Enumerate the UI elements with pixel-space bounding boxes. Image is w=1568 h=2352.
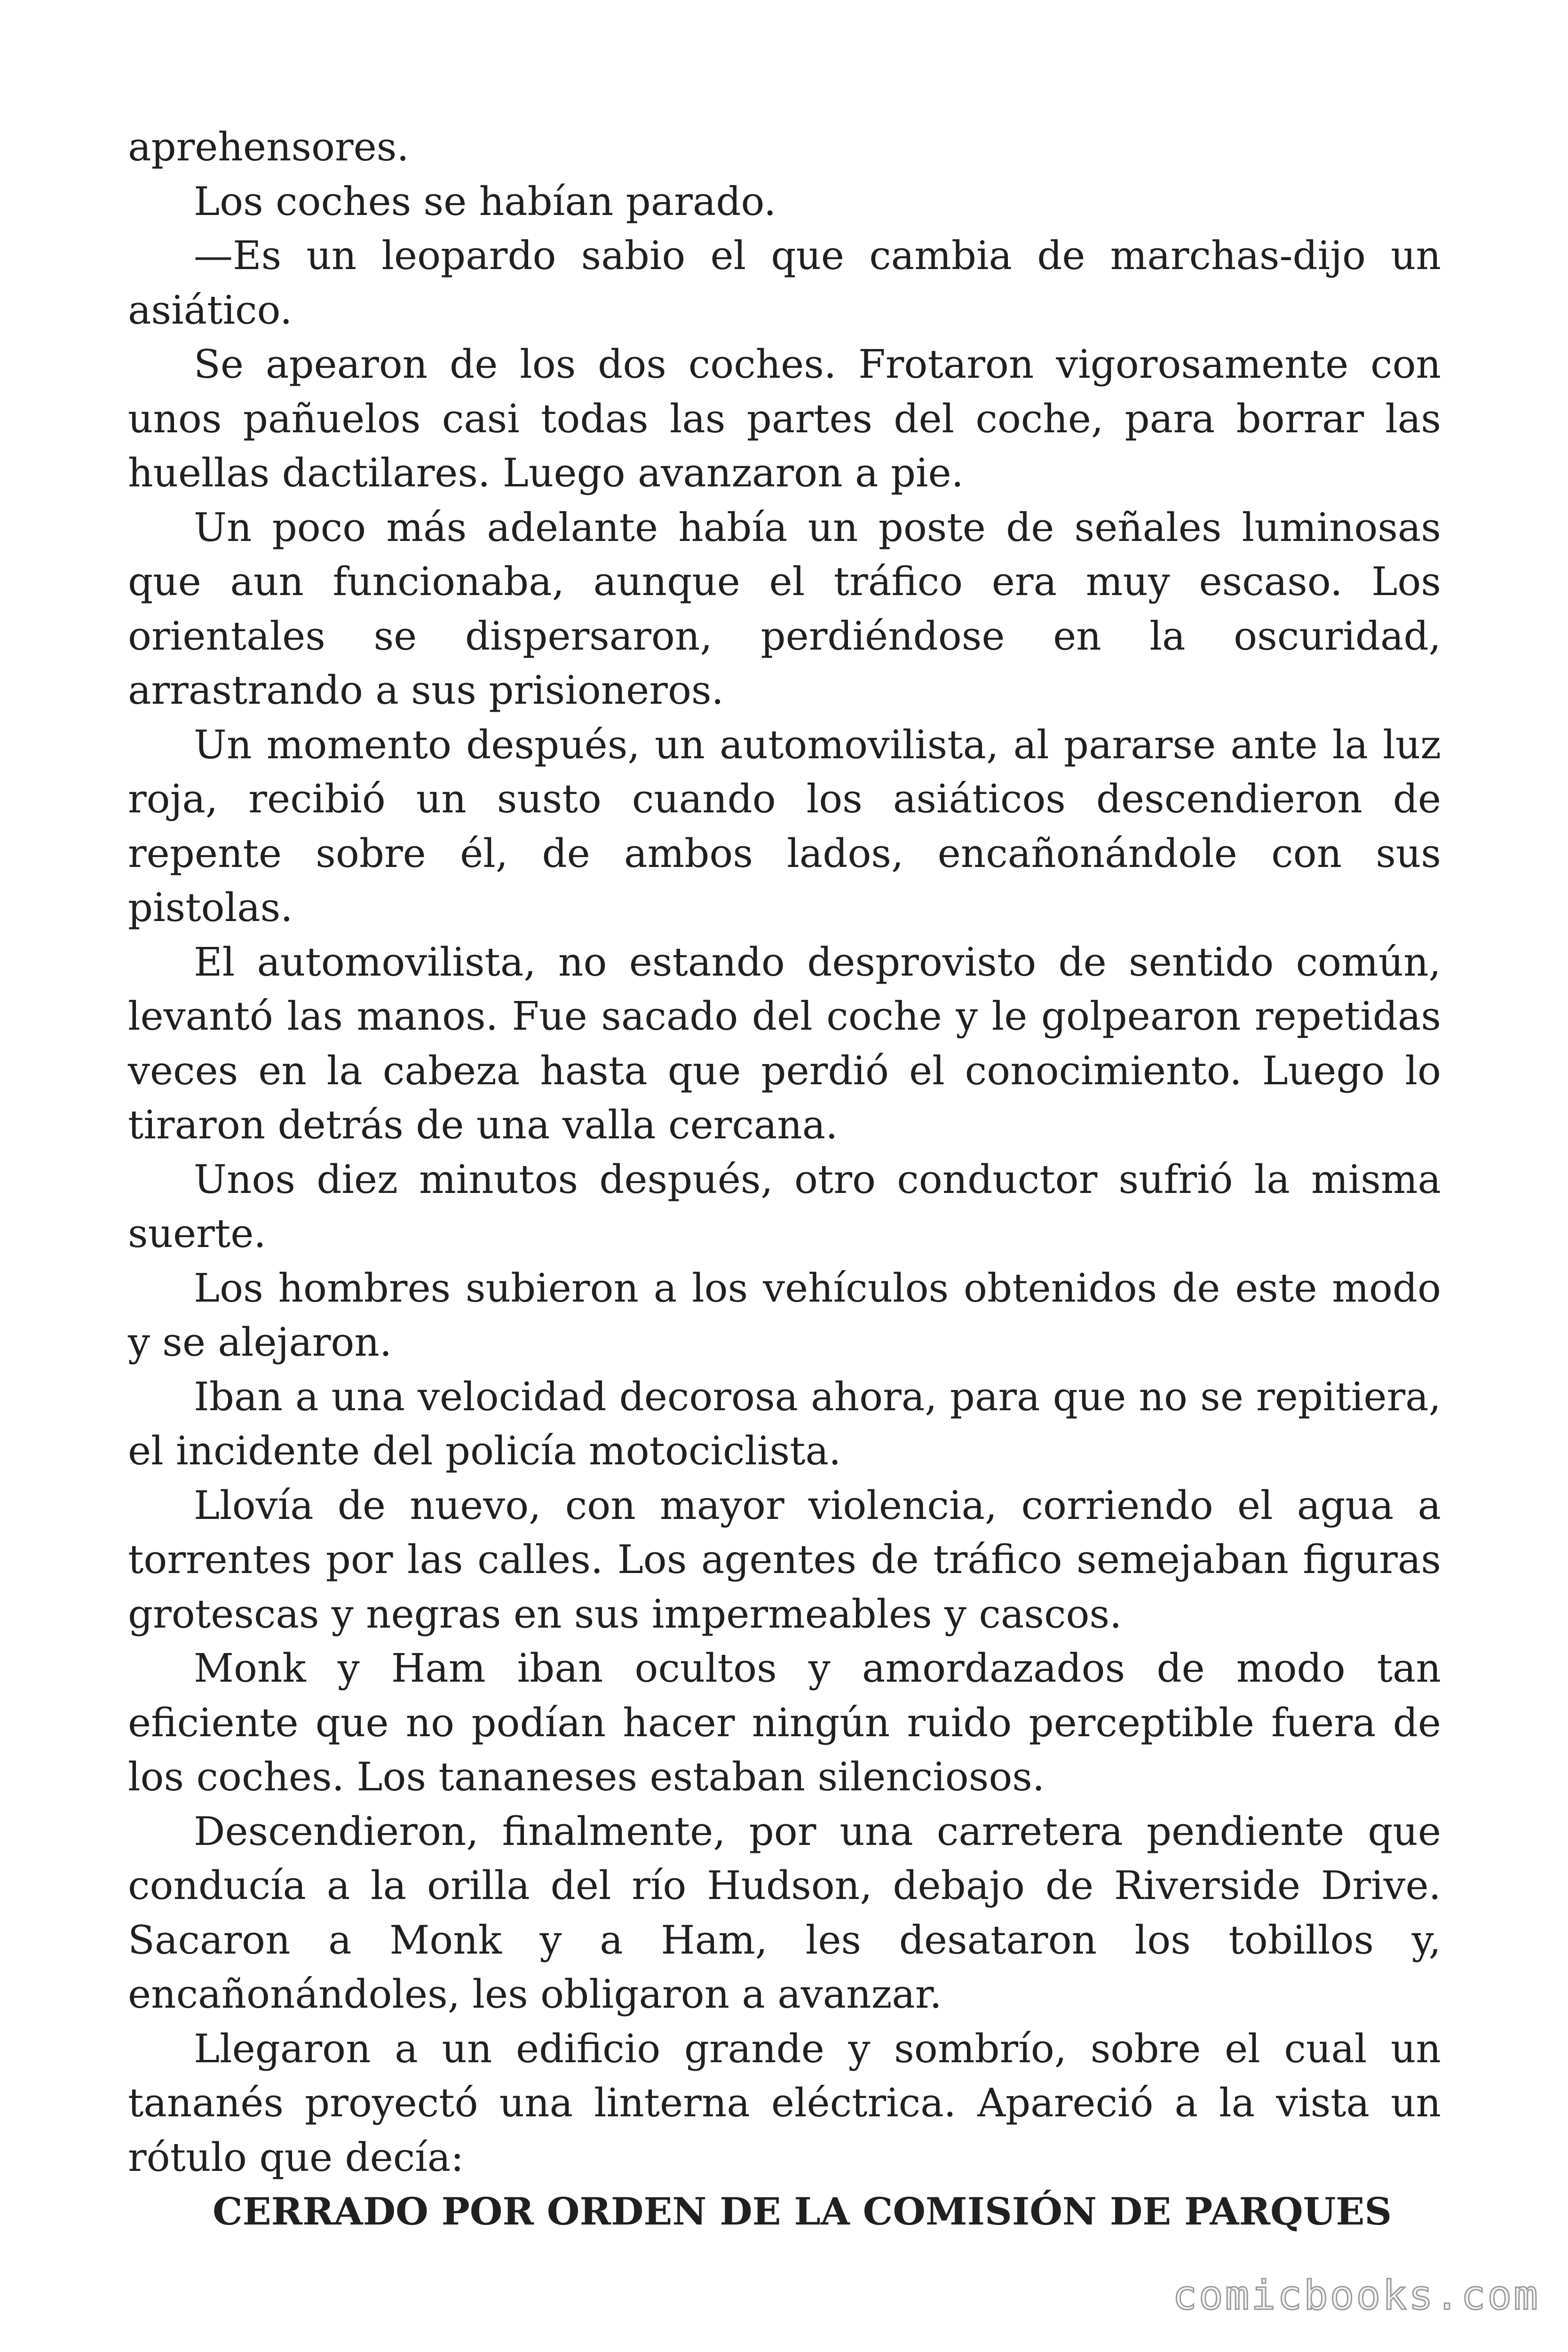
paragraph: Los coches se habían parado. bbox=[194, 178, 776, 224]
paragraph: Llovía de nuevo, con mayor violencia, corriendo el agua a torrentes por las calles. Los agentes de tráfico semejaban figuras grotescas y negras en sus impermeables y cascos. bbox=[128, 1482, 1441, 1637]
paragraph: Llegaron a un edificio grande y sombrío, sobre el cual un tananés proyectó una linterna eléctrica. Apareció a la vista un rótulo que decía: bbox=[128, 2026, 1441, 2180]
paragraph: Monk y Ham iban ocultos y amordazados de modo tan eficiente que no podían hacer ningún ruido perceptible fuera de los coches. Los tananeses estaban silenciosos. bbox=[128, 1645, 1441, 1800]
paragraph-continuation: aprehensores. bbox=[128, 124, 409, 170]
paragraph: Unos diez minutos después, otro conductor sufrió la misma suerte. bbox=[128, 1156, 1441, 1256]
paragraph: —Es un leopardo sabio el que cambia de marchas-dijo un asiático. bbox=[128, 233, 1441, 333]
paragraph: Se apearon de los dos coches. Frotaron vigorosamente con unos pañuelos casi todas las partes del coche, para borrar las huellas dactilares. Luego avanzaron a pie. bbox=[128, 342, 1441, 496]
paragraph: Un poco más adelante había un poste de señales luminosas que aun funcionaba, aunque el tráfico era muy escaso. Los orientales se dispersaron, perdiéndose en la oscuridad, arrastrando a sus prisioneros. bbox=[128, 504, 1441, 713]
paragraph: Un momento después, un automovilista, al pararse ante la luz roja, recibió un susto cuando los asiáticos descendieron de repente sobre él, de ambos lados, encañonándole con sus pistolas. bbox=[128, 722, 1441, 930]
paragraph: El automovilista, no estando desprovisto de sentido común, levantó las manos. Fue sacado del coche y le golpearon repetidas veces en la cabeza hasta que perdió el conocimiento. Luego lo tiraron detrás de una valla cercana. bbox=[128, 939, 1441, 1148]
sign-heading: CERRADO POR ORDEN DE LA COMISIÓN DE PARQUES bbox=[213, 2189, 1392, 2233]
paragraph: Los hombres subieron a los vehículos obtenidos de este modo y se alejaron. bbox=[128, 1265, 1441, 1365]
paragraph: Descendieron, finalmente, por una carretera pendiente que conducía a la orilla del río Hudson, debajo de Riverside Drive. Sacaron a Monk y a Ham, les desataron los tobillos y, encañonándoles, les obligaron a avanzar. bbox=[128, 1808, 1441, 2017]
watermark: comicbooks.com bbox=[1172, 2272, 1540, 2319]
paragraph: Iban a una velocidad decorosa ahora, para que no se repitiera, el incidente del policía motociclista. bbox=[128, 1374, 1441, 1474]
page-body bbox=[128, 120, 1441, 2239]
